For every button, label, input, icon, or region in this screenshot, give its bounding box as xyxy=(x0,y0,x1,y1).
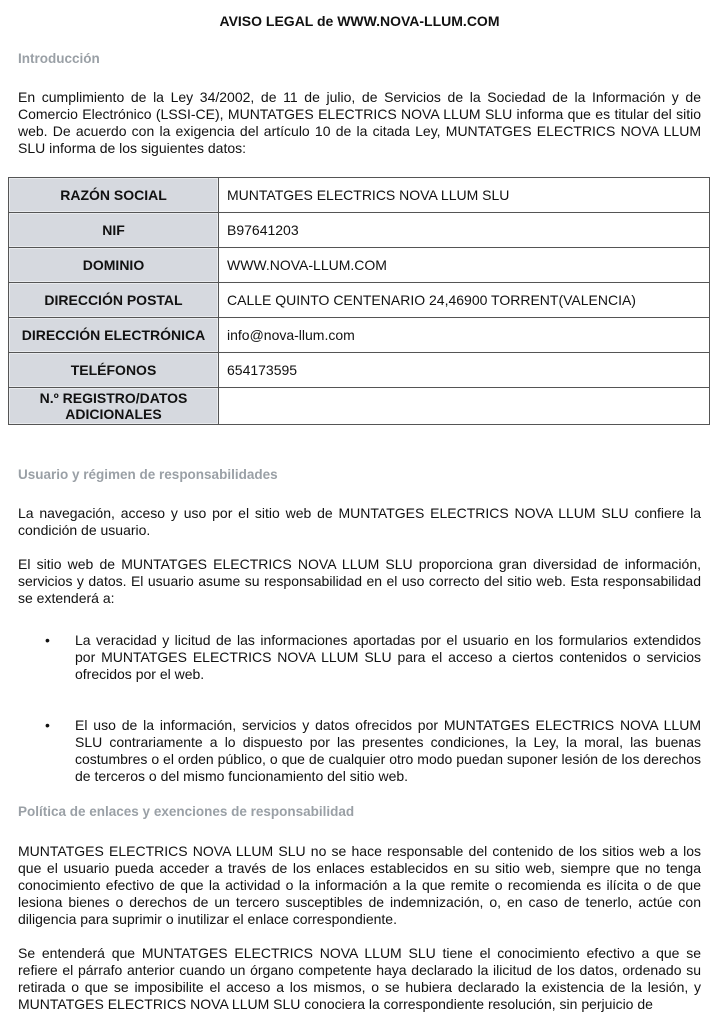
list-item xyxy=(18,632,701,683)
row-value-registro xyxy=(219,388,710,425)
page-title: AVISO LEGAL de WWW.NOVA-LLUM.COM xyxy=(219,13,500,29)
section-heading-usuario: Usuario y régimen de responsabilidades xyxy=(18,467,278,482)
table-row xyxy=(9,353,710,388)
bullet-icon: • xyxy=(45,717,50,733)
row-label-direccion-postal: DIRECCIÓN POSTAL xyxy=(9,283,219,318)
table-row xyxy=(9,388,710,425)
table-row xyxy=(9,248,710,283)
row-label-direccion-electronica: DIRECCIÓN ELECTRÓNICA xyxy=(9,318,219,353)
list-item xyxy=(18,717,701,785)
table-row xyxy=(9,318,710,353)
bullet-icon: • xyxy=(45,632,50,648)
section-heading-politica: Política de enlaces y exenciones de responsabilidad xyxy=(18,804,355,819)
responsibility-list xyxy=(18,632,701,785)
row-label-registro: N.º REGISTRO/DATOS ADICIONALES xyxy=(9,388,219,425)
usuario-paragraph-2: El sitio web de MUNTATGES ELECTRICS NOVA LLUM SLU proporciona gran diversidad de información, servicios y datos. El usuario asume su responsabilidad en el uso correcto del sitio web. Esta responsabilidad se extenderá a: xyxy=(18,556,701,606)
row-value-nif: B97641203 xyxy=(219,213,710,248)
row-value-dominio: WWW.NOVA-LLUM.COM xyxy=(219,248,710,283)
intro-paragraph: En cumplimiento de la Ley 34/2002, de 11 de julio, de Servicios de la Sociedad de la Información y de Comercio Electrónico (LSSI-CE), MUNTATGES ELECTRICS NOVA LLUM SLU informa que es titular del sitio web. De acuerdo con la exigencia del artículo 10 de la citada Ley, MUNTATGES ELECTRICS NOVA LLUM SLU informa de los siguientes datos: xyxy=(18,89,701,156)
row-value-razon-social: MUNTATGES ELECTRICS NOVA LLUM SLU xyxy=(219,178,710,213)
row-label-razon-social: RAZÓN SOCIAL xyxy=(9,178,219,213)
row-label-nif: NIF xyxy=(9,213,219,248)
row-value-telefonos: 654173595 xyxy=(219,353,710,388)
table-row xyxy=(9,283,710,318)
usuario-paragraph-1: La navegación, acceso y uso por el sitio web de MUNTATGES ELECTRICS NOVA LLUM SLU confiere la condición de usuario. xyxy=(18,505,701,538)
politica-paragraph-2: Se entenderá que MUNTATGES ELECTRICS NOVA LLUM SLU tiene el conocimiento efectivo a que se refiere el párrafo anterior cuando un órgano competente haya declarado la ilicitud de los datos, ordenado su retirada o que se imposibilite el acceso a los mismos, o se hubiera declarado la existencia de la lesión, y MUNTATGES ELECTRICS NOVA LLUM SLU conociera la correspondiente resolución, sin perjuicio de xyxy=(18,945,701,1012)
list-item-text: La veracidad y licitud de las informaciones aportadas por el usuario en los formularios extendidos por MUNTATGES ELECTRICS NOVA LLUM SLU para el acceso a ciertos contenidos o servicios ofrecidos por el web. xyxy=(75,632,701,682)
section-heading-introduccion: Introducción xyxy=(18,51,100,66)
list-item-text: El uso de la información, servicios y datos ofrecidos por MUNTATGES ELECTRICS NOVA LLUM SLU contrariamente a lo dispuesto por las presentes condiciones, la Ley, la moral, las buenas costumbres o el orden público, o que de cualquier otro modo puedan suponer lesión de los derechos de terceros o del mismo funcionamiento del sitio web. xyxy=(75,717,701,784)
row-value-email[interactable]: info@nova-llum.com xyxy=(219,318,710,353)
table-row xyxy=(9,178,710,213)
row-value-direccion-postal: CALLE QUINTO CENTENARIO 24,46900 TORRENT(VALENCIA) xyxy=(219,283,710,318)
row-label-dominio: DOMINIO xyxy=(9,248,219,283)
politica-paragraph-1: MUNTATGES ELECTRICS NOVA LLUM SLU no se hace responsable del contenido de los sitios web a los que el usuario pueda acceder a través de los enlaces establecidos en su sitio web, siempre que no tenga conocimiento efectivo de que la actividad o la información a la que remite o recomienda es ilícita o de que lesiona bienes o derechos de un tercero susceptibles de indemnización, o, en caso de tenerlo, actúe con diligencia para suprimir o inutilizar el enlace correspondiente. xyxy=(18,843,701,927)
company-data-table xyxy=(8,177,710,425)
table-row xyxy=(9,213,710,248)
row-label-telefonos: TELÉFONOS xyxy=(9,353,219,388)
